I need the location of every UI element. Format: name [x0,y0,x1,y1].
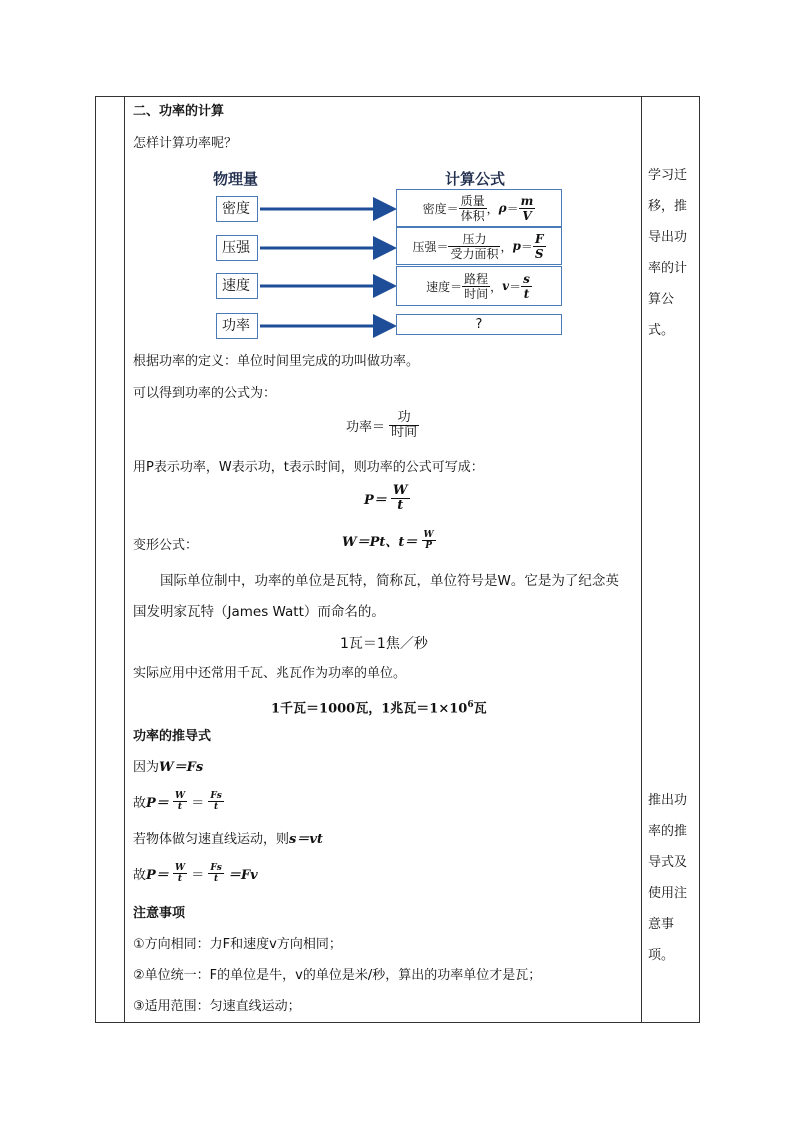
label-variant-formula: 变形公式： [133,538,199,553]
derivation-line3: 若物体做匀速直线运动，则s＝vt [133,832,323,847]
diagram-left-header: 物理量 [213,170,259,188]
equation-watt: 1瓦＝1焦／秒 [340,636,428,652]
side-note-2: 推出功 率的推 导式及 使用注 意事 项。 [648,793,688,963]
equation-power-symbols: P＝ $\frac{W}{t}$ [364,483,408,513]
diagram-right-header: 计算公式 [445,170,506,188]
equation-power-words: 功率＝ $\frac{\text{功}}{\text{时间}}$ [346,410,418,440]
quantity-box-speed: 速度 [216,273,258,299]
formula-box-speed: 速度＝ $\frac{\text{路程}}{\text{时间}}$ ， v ＝ $\frac{s}{t}$ [396,266,562,306]
diagram-arrows [258,190,398,340]
paragraph-symbols: 用P表示功率，W表示功，t表示时间，则功率的公式可写成： [133,460,484,475]
paragraph-other-units: 实际应用中还常用千瓦、兆瓦作为功率的单位。 [133,666,407,681]
question-text: 怎样计算功率呢？ [133,136,238,151]
side-note-1: 学习迁 移，推 导出功 率的计 算公 式。 [648,168,688,338]
note-item-3: ③适用范围：匀速直线运动； [133,999,301,1014]
note-item-1: ①方向相同：力F和速度v方向相同； [133,937,342,952]
equation-variant: W＝Pt、t＝ $\frac{W}{P}$ [342,530,434,551]
derivation-line2: 故P＝ $\frac{W}{t}$ ＝ $\frac{Fs}{t}$ [133,791,222,812]
quantity-box-pressure: 压强 [216,235,258,261]
formula-box-density: 密度＝ $\frac{\text{质量}}{\text{体积}}$ ， ρ ＝ $\frac{m}{V}$ [396,189,562,227]
heading-derivation: 功率的推导式 [133,729,212,744]
quantity-box-density: 密度 [216,196,258,222]
heading-notes: 注意事项 [133,906,186,921]
note-item-2: ②单位统一：F的单位是牛，v的单位是米/秒，算出的功率单位才是瓦； [133,968,542,983]
paragraph-unit-line1: 国际单位制中，功率的单位是瓦特，简称瓦，单位符号是W。它是为了纪念英 [160,573,619,589]
formula-box-pressure: 压强＝ $\frac{\text{压力}}{\text{受力面积}}$ ， p ＝ $\frac{F}{S}$ [396,227,562,265]
paragraph-unit-line2: 国发明家瓦特（James Watt）而命名的。 [133,604,385,620]
equation-kilowatt-megawatt: 1千瓦＝1000瓦，1兆瓦$=1\times 10^6$瓦 [271,700,487,717]
paragraph-definition: 根据功率的定义：单位时间里完成的功叫做功率。 [133,354,420,369]
column-divider-left [124,97,125,1022]
column-divider-right [641,97,642,1022]
paragraph-formula-intro: 可以得到功率的公式为： [133,386,277,401]
section-title: 二、功率的计算 [133,104,225,119]
derivation-line1: 因为W＝Fs [133,760,204,775]
quantity-box-power: 功率 [216,313,258,339]
derivation-line4: 故P＝ $\frac{W}{t}$ ＝ $\frac{Fs}{t}$ ＝Fv [133,863,258,884]
formula-box-power: ? [396,314,562,335]
